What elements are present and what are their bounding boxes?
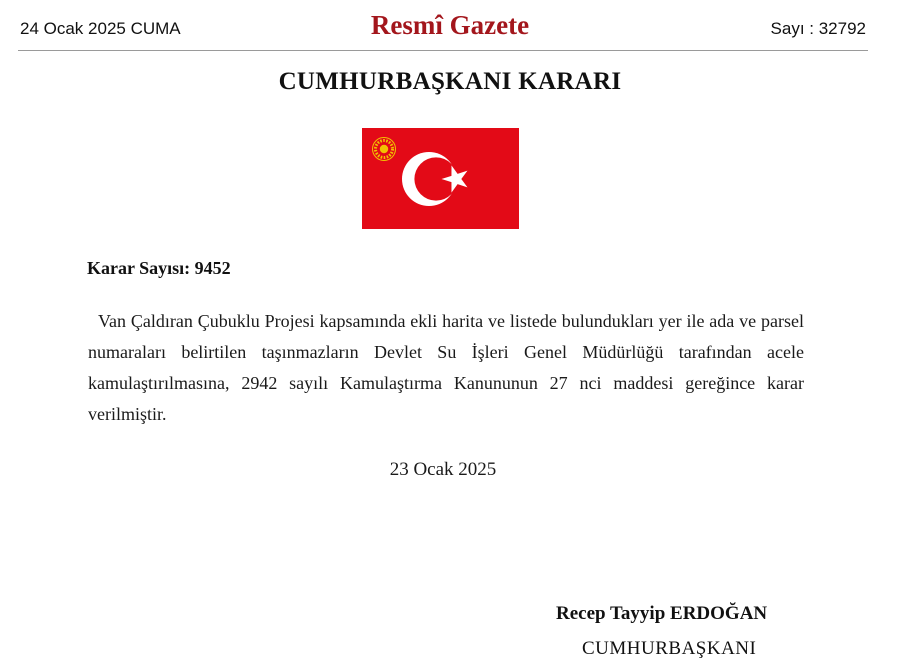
decision-body: Van Çaldıran Çubuklu Projesi kapsamında ekli harita ve listede bulundukları yer ile ada ve parsel numaraları belirtilen taşınmazların Devlet Su İşleri Genel Müdürlüğü tarafından acele kamulaştırılmasına, 2942 sayılı Kamulaştırma Kanununun 27 nci maddesi gereğince karar verilmiştir. xyxy=(88,311,804,424)
signer-title: CUMHURBAŞKANI xyxy=(582,638,757,659)
decision-number: Karar Sayısı: 9452 xyxy=(87,258,231,278)
decision-date: 23 Ocak 2025 xyxy=(389,459,497,480)
header-divider xyxy=(18,50,868,51)
signer-name: Recep Tayyip ERDOĞAN xyxy=(556,603,768,624)
issue-number: Sayı : 32792 xyxy=(770,19,866,38)
publication-title: Resmî Gazete xyxy=(370,10,530,40)
document-heading: CUMHURBAŞKANI KARARI xyxy=(278,68,622,95)
turkish-flag-icon xyxy=(362,128,519,229)
issue-date: 24 Ocak 2025 CUMA xyxy=(20,19,181,38)
